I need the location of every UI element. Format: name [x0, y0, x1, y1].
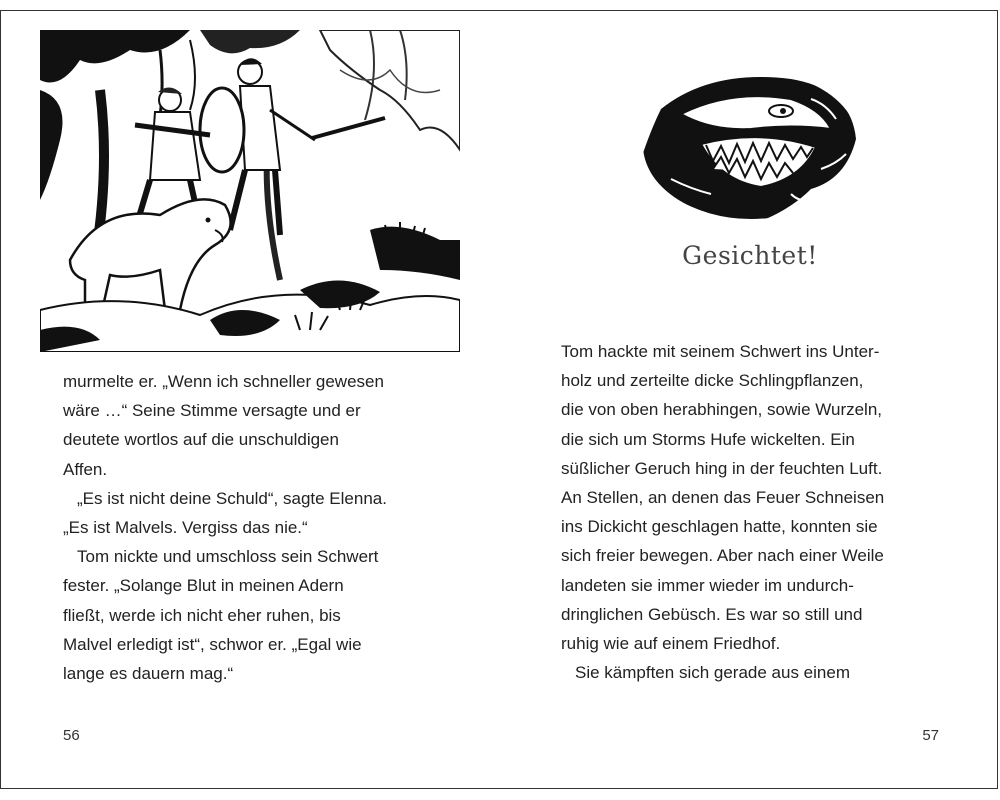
right-page [501, 11, 999, 788]
text-line: holz und zerteilte dicke Schlingpflanzen, [561, 371, 864, 391]
text-line: Malvel erledigt ist“, schwor er. „Egal wie [63, 634, 362, 654]
text-line: wäre …“ Seine Stimme versagte und er [63, 401, 361, 421]
text-line: landeten sie immer wieder im undurch- [561, 575, 854, 595]
text-line: lange es dauern mag.“ [63, 664, 234, 684]
text-line: „Es ist Malvels. Vergiss das nie.“ [63, 518, 308, 538]
text-line: Tom nickte und umschloss sein Schwert [77, 547, 379, 567]
right-page-text [561, 337, 971, 687]
text-line: die von oben herabhingen, sowie Wurzeln, [561, 400, 883, 420]
text-line: „Es ist nicht deine Schuld“, sagte Elenna. [77, 488, 387, 508]
text-line: Tom hackte mit seinem Schwert ins Unter- [561, 342, 880, 361]
text-line: An Stellen, an denen das Feuer Schneisen [561, 488, 885, 508]
text-line: die sich um Storms Hufe wickelten. Ein [561, 429, 855, 449]
text-line: deutete wortlos auf die unschuldigen [63, 430, 339, 450]
page-number-left: 56 [63, 727, 80, 744]
text-line: murmelte er. „Wenn ich schneller gewesen [63, 372, 384, 391]
text-line: Sie kämpften sich gerade aus einem [575, 663, 850, 683]
text-line: fließt, werde ich nicht eher ruhen, bis [63, 605, 341, 625]
left-page [1, 11, 501, 788]
text-line: fester. „Solange Blut in meinen Adern [63, 576, 344, 596]
text-line: ins Dickicht geschlagen hatte, konnten sie [561, 517, 878, 537]
text-line: ruhig wie auf einem Friedhof. [561, 634, 781, 654]
page-number-right: 57 [922, 727, 939, 744]
text-line: dringlichen Gebüsch. Es war so still und [561, 604, 863, 624]
beast-illustration [641, 69, 861, 221]
text-line: Affen. [63, 459, 108, 479]
book-spread [0, 10, 998, 789]
text-line: sich freier bewegen. Aber nach einer Weile [561, 546, 884, 566]
left-page-text [63, 367, 473, 688]
jungle-illustration [40, 30, 460, 352]
text-line: süßlicher Geruch hing in der feuchten Luft. [561, 458, 883, 478]
chapter-title: Gesichtet! [682, 241, 818, 270]
